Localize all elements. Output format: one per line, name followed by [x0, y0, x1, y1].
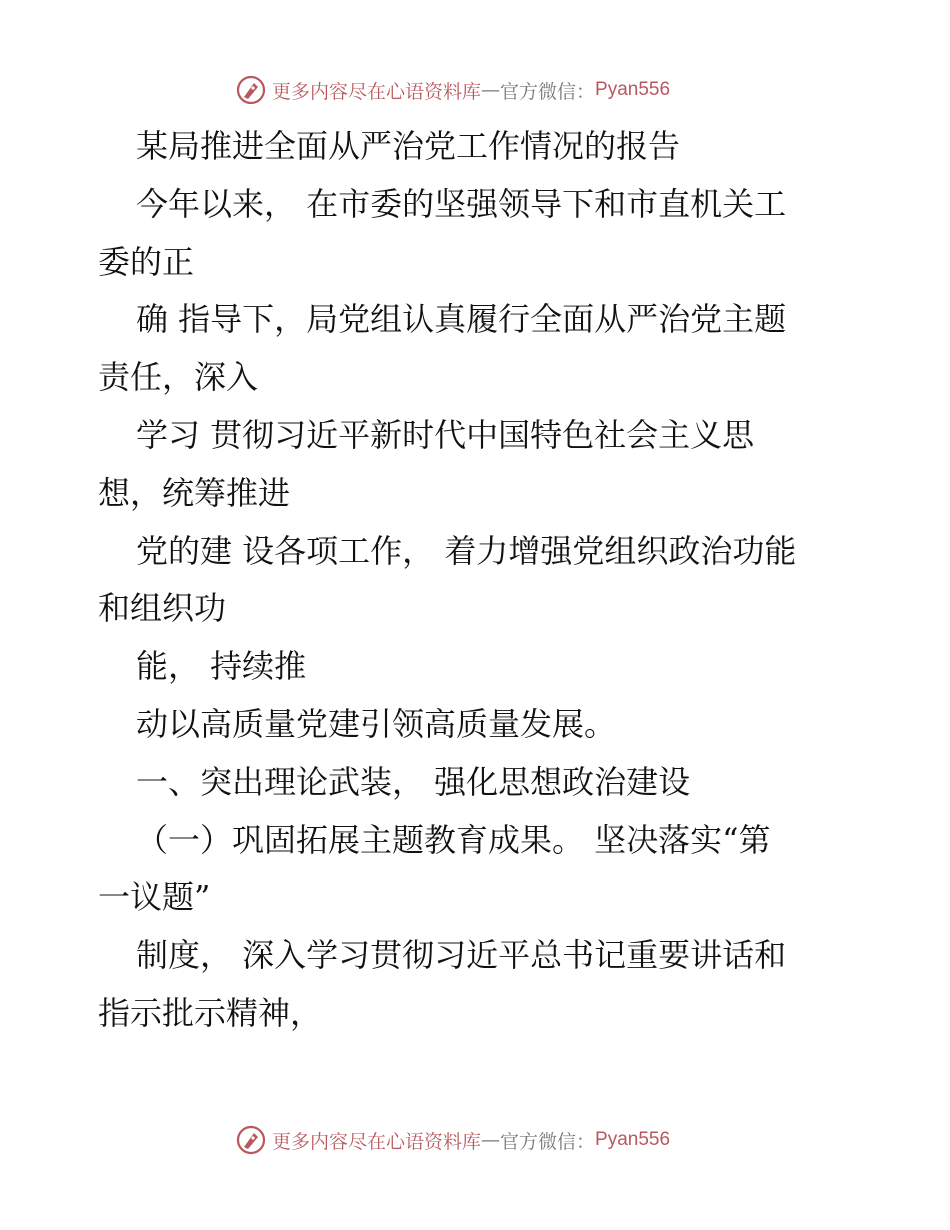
section-heading: 一、突出理论武装， 强化思想政治建设: [136, 762, 691, 801]
watermark-dash: —: [481, 1129, 501, 1151]
paragraph-line: 动以高质量党建引领高质量发展。: [136, 704, 617, 743]
paragraph-line: 指示批示精神，: [98, 993, 323, 1032]
watermark-banner-top: [236, 72, 670, 108]
watermark-text: 更多内容尽在心语资料库: [272, 80, 482, 103]
paragraph-line: 想，统筹推进: [98, 473, 291, 512]
pen-nib-logo-icon: [236, 1125, 266, 1155]
wechat-id: Pyan556: [595, 79, 671, 100]
paragraph-line: 党的建 设各项工作， 着力增强党组织政治功能: [136, 531, 797, 570]
paragraph-line: 今年以来， 在市委的坚强领导下和市直机关工: [136, 184, 787, 223]
wechat-id: Pyan556: [595, 1129, 671, 1150]
paragraph-line: 能， 持续推: [136, 647, 307, 686]
paragraph-line: 制度， 深入学习贯彻习近平总书记重要讲话和: [136, 936, 787, 975]
paragraph-line: 学习 贯彻习近平新时代中国特色社会主义思: [136, 415, 755, 454]
watermark-banner-bottom: [236, 1122, 670, 1158]
wechat-label: 官方微信：: [500, 1130, 596, 1153]
paragraph-line: 责任，深入: [98, 358, 259, 397]
watermark-dash: —: [481, 79, 501, 101]
document-body: [98, 118, 858, 1043]
paragraph-line: 一议题”: [98, 878, 211, 917]
paragraph-line: 确 指导下，局党组认真履行全面从严治党主题: [136, 300, 787, 339]
paragraph-line: 和组织功: [98, 589, 227, 628]
watermark-text: 更多内容尽在心语资料库: [272, 1130, 482, 1153]
pen-nib-logo-icon: [236, 75, 266, 105]
subsection-heading: （一）巩固拓展主题教育成果。 坚决落实“第: [136, 820, 771, 859]
wechat-label: 官方微信：: [500, 80, 596, 103]
document-title: 某局推进全面从严治党工作情况的报告: [136, 127, 681, 165]
paragraph-line: 委的正: [98, 242, 195, 281]
